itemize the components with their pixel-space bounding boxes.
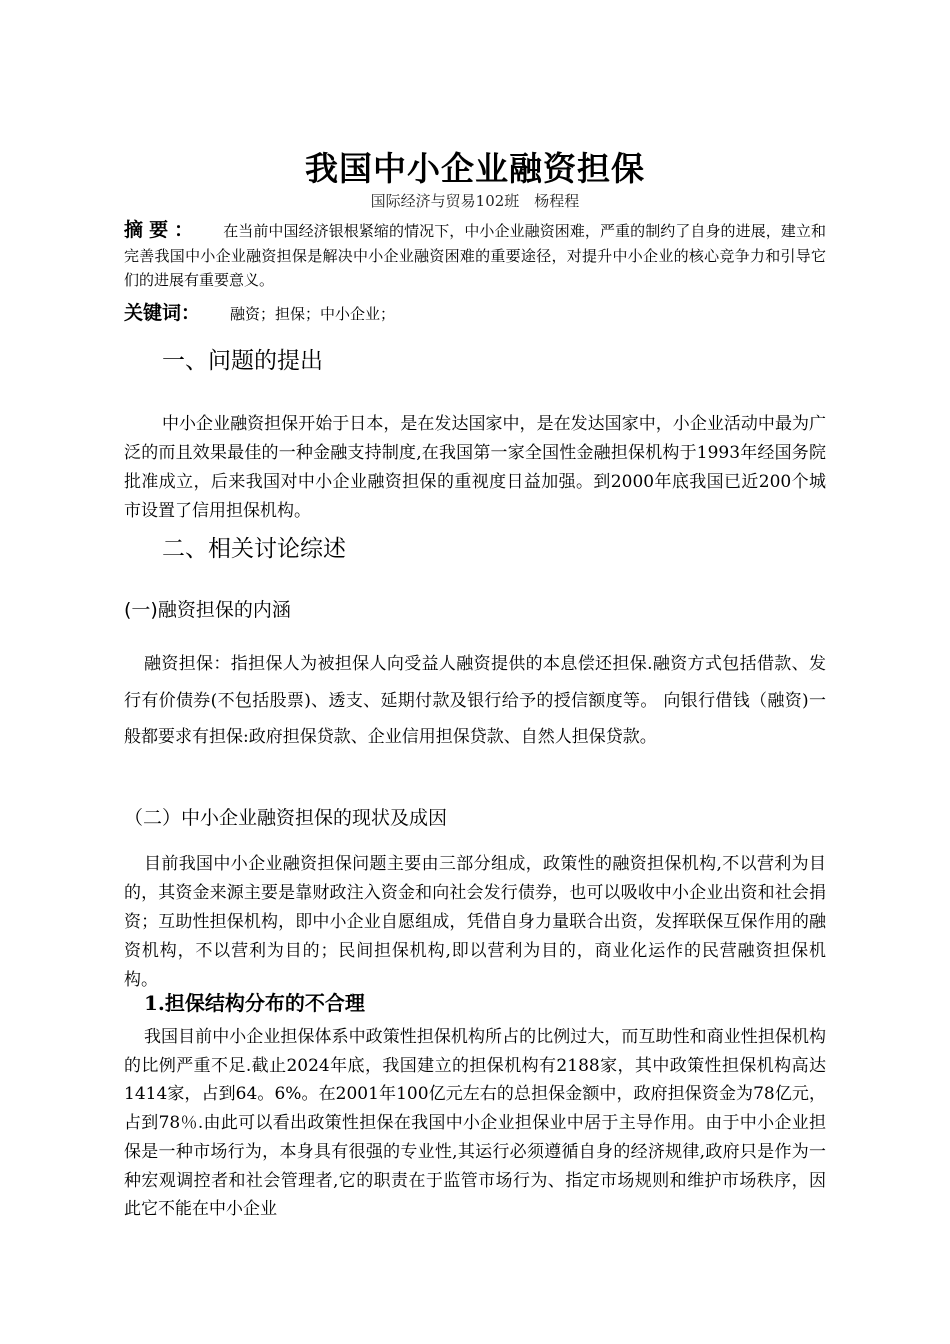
- keywords: [124, 300, 826, 327]
- section-heading-1: 一、问题的提出: [162, 348, 323, 374]
- abstract-label: 摘要：: [124, 219, 200, 241]
- abstract: [124, 218, 826, 293]
- subsection3-paragraph: 我国目前中小企业担保体系中政策性担保机构所占的比例过大，而互助性和商业性担保机构的比例严重不足.截止2024年底，我国建立的担保机构有2188家，其中政策性担保机构高达1414家，占到64。6%。在2001年100亿元左右的总担保金额中，政府担保资金为78亿元，占到78％.由此可以看出政策性担保在我国中小企业担保业中居于主导作用。由于中小企业担保是一种市场行为，本身具有很强的专业性,其运行必须遵循自身的经济规律,政府只是作为一种宏观调控者和社会管理者,它的职责在于监管市场行为、指定市场规则和维护市场秩序，因此它不能在中小企业: [124, 1027, 826, 1220]
- subsection2-paragraph: 目前我国中小企业融资担保问题主要由三部分组成，政策性的融资担保机构,不以营利为目的，其资金来源主要是靠财政注入资金和向社会发行债券，也可以吸收中小企业出资和社会捐资；互助性担保机构，即中小企业自愿组成，凭借自身力量联合出资，发挥联保互保作用的融资机构，不以营利为目的；民间担保机构,即以营利为目的，商业化运作的民营融资担保机构。: [124, 854, 826, 990]
- section-heading-2: 二、相关讨论综述: [162, 536, 346, 562]
- abstract-text: 在当前中国经济银根紧缩的情况下，中小企业融资困难，严重的制约了自身的进展，建立和完善我国中小企业融资担保是解决中小企业融资困难的重要途径，对提升中小企业的核心竞争力和引导它们的进展有重要意义。: [124, 222, 826, 289]
- author-line: 国际经济与贸易102班 杨程程: [370, 192, 580, 210]
- subsection1-paragraph: 融资担保：指担保人为被担保人向受益人融资提供的本息偿还担保.融资方式包括借款、发行有价债券(不包括股票)、透支、延期付款及银行给予的授信额度等。 向银行借钱（融资)一般都要求有担保:政府担保贷款、企业信用担保贷款、自然人担保贷款。: [124, 654, 826, 747]
- keywords-text: 融资；担保；中小企业；: [230, 305, 396, 323]
- subsection-heading-3: 1.担保结构分布的不合理: [144, 991, 365, 1015]
- document-title: 我国中小企业融资担保: [305, 149, 645, 188]
- section1-paragraph: 中小企业融资担保开始于日本，是在发达国家中，是在发达国家中，小企业活动中最为广泛的而且效果最佳的一种金融支持制度,在我国第一家全国性金融担保机构于1993年经国务院批准成立，后来我国对中小企业融资担保的重视度日益加强。到2000年底我国已近200个城市设置了信用担保机构。: [124, 414, 826, 521]
- subsection-heading-2: （二）中小企业融资担保的现状及成因: [124, 807, 448, 829]
- subsection-heading-1: (一)融资担保的内涵: [124, 599, 291, 621]
- keywords-label: 关键词：: [124, 302, 201, 324]
